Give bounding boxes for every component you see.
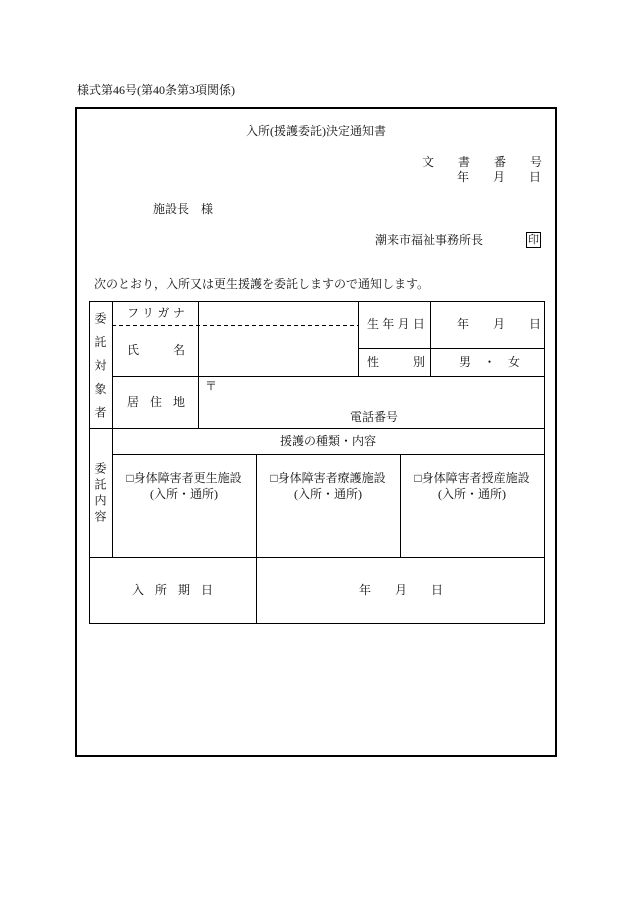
form-number: 様式第46号(第40条第3項関係): [77, 83, 235, 97]
issue-date-label: 年月日: [457, 170, 566, 184]
address-label: 居住地: [127, 395, 197, 409]
sex-choice-field[interactable]: [431, 349, 543, 375]
name-field[interactable]: [199, 327, 357, 375]
postal-mark: 〒: [205, 379, 218, 393]
address-field[interactable]: [199, 377, 543, 427]
facility-name: 身体障害者更生施設: [133, 471, 242, 485]
facility-checkbox[interactable]: □: [270, 471, 278, 485]
table-rule: [89, 428, 544, 429]
addressee: 施設長 様: [153, 202, 214, 216]
admission-date-label: 入所期日: [132, 583, 225, 597]
facility-name: 身体障害者授産施設: [421, 471, 530, 485]
furigana-label: フリガナ: [127, 306, 189, 320]
subject-section-label: 委託対象者: [93, 312, 107, 430]
birthdate-format: 年月日: [457, 317, 566, 331]
facility-mode: (入所・通所): [294, 487, 362, 501]
furigana-dashed-rule: [112, 325, 358, 326]
facility-option-vocational: [400, 454, 544, 557]
facility-checkbox[interactable]: □: [414, 471, 422, 485]
contract-section-label: 委託内容: [93, 462, 107, 526]
furigana-field[interactable]: [199, 302, 357, 324]
facility-mode: (入所・通所): [438, 487, 506, 501]
sex-options: 男・女: [459, 355, 533, 369]
phone-label: 電話番号: [350, 410, 399, 424]
admission-date-format: 年月日: [359, 583, 468, 597]
facility-option-rehabilitation: [112, 454, 256, 557]
contract-header: 援護の種類・内容: [279, 434, 376, 448]
facility-name: 身体障害者療護施設: [277, 471, 386, 485]
admission-date-field[interactable]: [257, 558, 543, 622]
document-number-label: 文書番号: [422, 155, 567, 169]
seal-stamp-box: 印: [528, 234, 539, 246]
document-title: 入所(援護委託)決定通知書: [246, 124, 386, 138]
birthdate-field[interactable]: [431, 302, 566, 347]
facility-checkbox[interactable]: □: [126, 471, 134, 485]
facility-option-nursing: [256, 454, 400, 557]
birthdate-label: 生年月日: [367, 317, 429, 331]
sex-label: 性別: [367, 355, 460, 369]
notice-text: 次のとおり，入所又は更生援護を委託しますので通知します。: [94, 277, 430, 291]
name-label: 氏名: [127, 343, 220, 357]
table-rule: [358, 301, 359, 376]
facility-mode: (入所・通所): [150, 487, 218, 501]
issuer-name: 潮来市福祉事務所長: [375, 233, 484, 247]
